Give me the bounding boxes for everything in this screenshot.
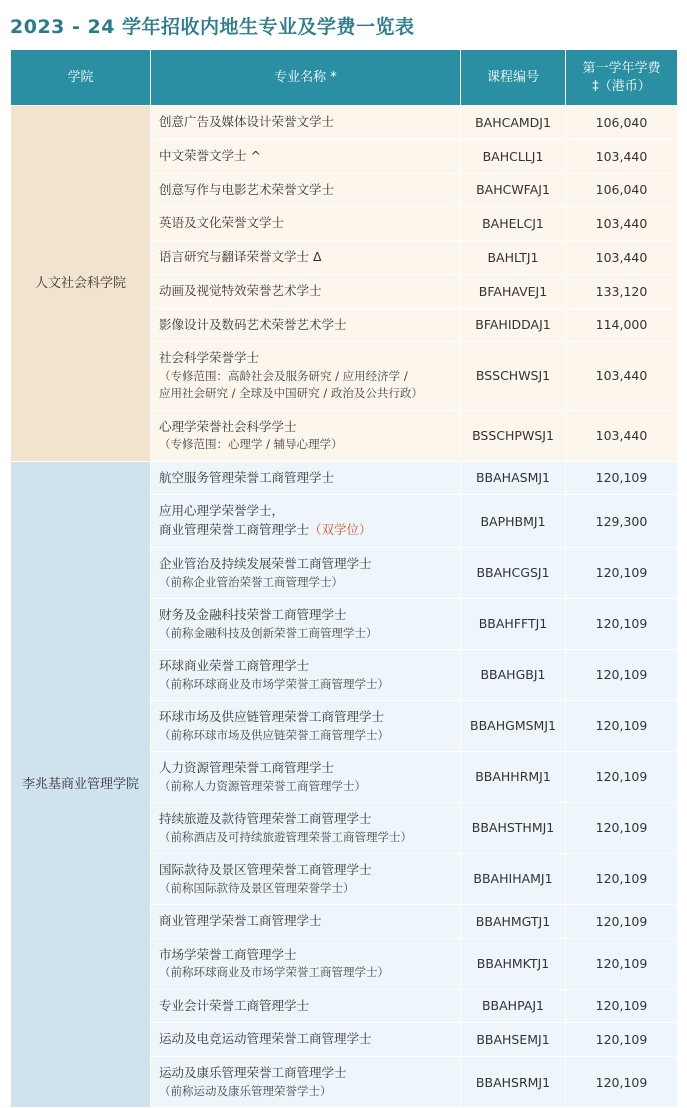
program-name-text: 创意广告及媒体设计荣誉文学士 xyxy=(159,114,335,130)
program-name-cell xyxy=(151,106,461,140)
program-note-text: （前称国际款待及景区管理荣誉学士） xyxy=(159,880,355,895)
program-name-text: 国际款待及景区管理荣誉工商管理学士 xyxy=(159,861,372,877)
program-code-cell: BBAHCGSJ1 xyxy=(461,547,566,598)
page-title: 2023 - 24 学年招收内地生专业及学费一览表 xyxy=(10,16,415,38)
tuition-fee-cell: 103,440 xyxy=(566,241,678,275)
program-code-cell: BBAHMGTJ1 xyxy=(461,904,566,938)
program-name-text: 运动及电竞运动管理荣誉工商管理学士 xyxy=(159,1031,372,1047)
program-name-cell xyxy=(151,461,461,495)
program-code-cell: BAPHBMJ1 xyxy=(461,495,566,548)
program-name-text: 应用心理学荣誉学士， xyxy=(159,503,285,519)
program-name-text: 运动及康乐管理荣誉工商管理学士 xyxy=(159,1065,347,1081)
program-code-cell: BBAHMKTJ1 xyxy=(461,938,566,989)
table-body xyxy=(11,106,678,1108)
program-code-cell: BSSCHWSJ1 xyxy=(461,342,566,410)
program-name-cell xyxy=(151,495,461,548)
tuition-fee-cell: 133,120 xyxy=(566,274,678,308)
program-note-text: （前称酒店及可持续旅遊管理荣誉工商管理学士） xyxy=(159,829,412,844)
program-code-cell: BBAHPAJ1 xyxy=(461,989,566,1023)
program-name-cell xyxy=(151,904,461,938)
program-name-cell xyxy=(151,1057,461,1108)
program-name-cell xyxy=(151,241,461,275)
program-name-cell xyxy=(151,139,461,173)
program-code-cell: BAHCAMDJ1 xyxy=(461,106,566,140)
tuition-fee-cell: 103,440 xyxy=(566,410,678,461)
tuition-fee-cell: 103,440 xyxy=(566,342,678,410)
program-note-text: （专修范围：高龄社会及服务研究 / 应用经济学 / xyxy=(159,369,408,384)
table-row xyxy=(11,106,678,140)
program-code-cell: BBAHASMJ1 xyxy=(461,461,566,495)
fee-header-line1: 第一学年学费 xyxy=(582,61,661,76)
program-code-cell: BBAHFFTJ1 xyxy=(461,598,566,649)
program-note-text: （前称运动及康乐管理荣誉学士） xyxy=(159,1083,332,1098)
program-code-cell: BAHLTJ1 xyxy=(461,241,566,275)
program-name-cell xyxy=(151,751,461,802)
program-name-cell xyxy=(151,173,461,207)
table-header xyxy=(11,50,678,106)
tuition-fee-cell: 120,109 xyxy=(566,853,678,904)
program-note-text: （前称环球市场及供应链荣誉工商管理学士） xyxy=(159,727,389,742)
program-code-cell: BBAHSEMJ1 xyxy=(461,1023,566,1057)
program-note-text: （专修范围：心理学 / 辅导心理学） xyxy=(159,437,343,452)
program-name-cell xyxy=(151,853,461,904)
program-name-text: 专业会计荣誉工商管理学士 xyxy=(159,997,310,1013)
column-header-school: 学院 xyxy=(11,50,151,106)
program-code-cell: BAHCLLJ1 xyxy=(461,139,566,173)
program-name-text: 社会科学荣誉学士 xyxy=(159,350,260,366)
tuition-fee-cell: 120,109 xyxy=(566,649,678,700)
table-row xyxy=(11,461,678,495)
program-name-cell xyxy=(151,342,461,410)
program-name-text: 环球商业荣誉工商管理学士 xyxy=(159,657,310,673)
tuition-fee-cell: 129,300 xyxy=(566,495,678,548)
tuition-fee-cell: 120,109 xyxy=(566,461,678,495)
tuition-fee-cell: 120,109 xyxy=(566,938,678,989)
program-name-cell xyxy=(151,700,461,751)
tuition-fee-cell: 120,109 xyxy=(566,802,678,853)
program-name-text: 心理学荣誉社会科学学士 xyxy=(159,418,297,434)
program-name-text: 动画及视觉特效荣誉艺术学士 xyxy=(159,282,322,298)
tuition-fee-cell: 103,440 xyxy=(566,207,678,241)
program-name-text: 商业管理学荣誉工商管理学士 xyxy=(159,912,322,928)
program-code-cell: BFAHAVEJ1 xyxy=(461,274,566,308)
program-name-text: 中文荣誉文学士 ^ xyxy=(159,147,261,163)
program-name-text: 市场学荣誉工商管理学士 xyxy=(159,946,297,962)
program-code-cell: BAHCWFAJ1 xyxy=(461,173,566,207)
school-name-cell: 李兆基商业管理学院 xyxy=(11,461,151,1108)
tuition-fee-cell: 120,109 xyxy=(566,700,678,751)
program-name-cell xyxy=(151,274,461,308)
tuition-fee-cell: 120,109 xyxy=(566,751,678,802)
program-code-cell: BSSCHPWSJ1 xyxy=(461,410,566,461)
program-name-cell xyxy=(151,598,461,649)
column-header-program: 专业名称 * xyxy=(151,50,461,106)
program-name-cell xyxy=(151,207,461,241)
program-name-text: 创意写作与电影艺术荣誉文学士 xyxy=(159,181,335,197)
program-name-cell xyxy=(151,802,461,853)
program-note-text: 应用社会研究 / 全球及中国研究 / 政治及公共行政） xyxy=(159,386,423,401)
program-name-second-line: 商业管理荣誉工商管理学士（双学位） xyxy=(159,522,372,538)
column-header-fee xyxy=(566,50,678,106)
program-name-cell xyxy=(151,649,461,700)
program-code-cell: BBAHIHAMJ1 xyxy=(461,853,566,904)
tuition-fee-cell: 120,109 xyxy=(566,598,678,649)
program-code-cell: BBAHHRMJ1 xyxy=(461,751,566,802)
program-name-cell xyxy=(151,1023,461,1057)
tuition-fee-cell: 106,040 xyxy=(566,173,678,207)
program-name-text: 人力资源管理荣誉工商管理学士 xyxy=(159,759,335,775)
tuition-fee-cell: 106,040 xyxy=(566,106,678,140)
column-header-code: 课程编号 xyxy=(461,50,566,106)
tuition-fee-cell: 120,109 xyxy=(566,1023,678,1057)
program-name-text: 影像设计及数码艺术荣誉艺术学士 xyxy=(159,316,347,332)
program-code-cell: BAHELCJ1 xyxy=(461,207,566,241)
program-name-text: 语言研究与翻译荣誉文学士 Δ xyxy=(159,249,322,265)
tuition-fee-cell: 120,109 xyxy=(566,1057,678,1108)
fee-header-line2: ‡（港币） xyxy=(592,78,651,94)
program-name-cell xyxy=(151,989,461,1023)
program-name-cell xyxy=(151,547,461,598)
dual-degree-label: （双学位） xyxy=(309,522,372,538)
program-name-cell xyxy=(151,410,461,461)
program-code-cell: BBAHGBJ1 xyxy=(461,649,566,700)
tuition-fee-cell: 120,109 xyxy=(566,989,678,1023)
program-note-text: （前称环球商业及市场学荣誉工商管理学士） xyxy=(159,676,389,691)
program-name-cell xyxy=(151,938,461,989)
school-name-cell: 人文社会科学院 xyxy=(11,106,151,462)
program-note-text: （前称环球商业及市场学荣誉工商管理学士） xyxy=(159,965,389,980)
program-code-cell: BFAHIDDAJ1 xyxy=(461,308,566,342)
tuition-fee-table xyxy=(10,49,678,1108)
program-name-text: 财务及金融科技荣誉工商管理学士 xyxy=(159,606,347,622)
program-note-text: （前称金融科技及创新荣誉工商管理学士） xyxy=(159,625,378,640)
tuition-fee-cell: 103,440 xyxy=(566,139,678,173)
tuition-fee-cell: 120,109 xyxy=(566,904,678,938)
program-name-text: 企业管治及持续发展荣誉工商管理学士 xyxy=(159,555,372,571)
program-code-cell: BBAHSRMJ1 xyxy=(461,1057,566,1108)
program-name-text: 持续旅遊及款待管理荣誉工商管理学士 xyxy=(159,810,372,826)
program-code-cell: BBAHGMSMJ1 xyxy=(461,700,566,751)
program-code-cell: BBAHSTHMJ1 xyxy=(461,802,566,853)
program-name-text: 英语及文化荣誉文学士 xyxy=(159,215,285,231)
tuition-fee-cell: 114,000 xyxy=(566,308,678,342)
program-name-text: 环球市场及供应链管理荣誉工商管理学士 xyxy=(159,708,385,724)
tuition-fee-cell: 120,109 xyxy=(566,547,678,598)
program-note-text: （前称企业管治荣誉工商管理学士） xyxy=(159,574,343,589)
program-note-text: （前称人力资源管理荣誉工商管理学士） xyxy=(159,778,366,793)
program-name-cell xyxy=(151,308,461,342)
program-name-text: 航空服务管理荣誉工商管理学士 xyxy=(159,469,335,485)
